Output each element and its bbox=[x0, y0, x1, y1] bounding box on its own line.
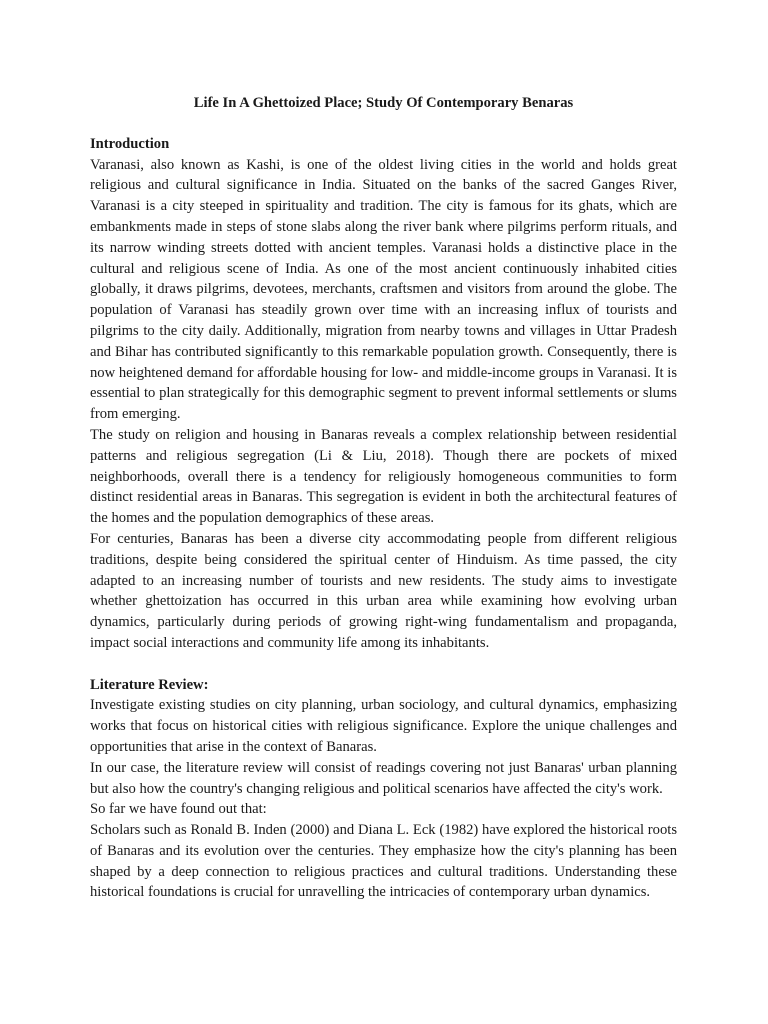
intro-paragraph-3: For centuries, Banaras has been a diverse city accommodating people from different religious traditions, despite being considered the spiritual center of Hinduism. As time passed, the city adapted to an increasing number of tourists and new residents. The study aims to investigate whether ghettoization has occurred in this urban area while examining how evolving urban dynamics, particularly during periods of growing right-wing fundamentalism and propaganda, impact social interactions and community life among its inhabitants. bbox=[90, 530, 677, 651]
lit-paragraph-1: Investigate existing studies on city planning, urban sociology, and cultural dynamics, emphasizing works that focus on historical cities with religious significance. Explore the unique challenges and opportunities that arise in the context of Banaras. bbox=[90, 697, 677, 755]
document-page bbox=[90, 93, 677, 903]
section-heading-literature-review: Literature Review: bbox=[90, 676, 209, 693]
intro-paragraph-2: The study on religion and housing in Banaras reveals a complex relationship between residential patterns and religious segregation (Li & Liu, 2018). Though there are pockets of mixed neighborhoods, overall there is a tendency for religiously homogeneous communities to form distinct residential areas in Banaras. This segregation is evident in both the architectural features of the homes and the population demographics of these areas. bbox=[90, 426, 677, 527]
lit-paragraph-2: In our case, the literature review will consist of readings covering not just Banaras' urban planning but also how the country's changing religious and political scenarios have affected the city's work. bbox=[90, 759, 677, 797]
lit-paragraph-3: So far we have found out that: bbox=[90, 801, 267, 818]
lit-paragraph-4: Scholars such as Ronald B. Inden (2000) and Diana L. Eck (1982) have explored the historical roots of Banaras and its evolution over the centuries. They emphasize how the city's planning has been shaped by a deep connection to religious practices and cultural traditions. Understanding these historical foundations is crucial for unravelling the intricacies of contemporary urban dynamics. bbox=[90, 822, 677, 901]
document-title: Life In A Ghettoized Place; Study Of Contemporary Benaras bbox=[193, 95, 574, 111]
section-spacer bbox=[90, 654, 677, 675]
intro-paragraph-1: Varanasi, also known as Kashi, is one of the oldest living cities in the world and holds great religious and cultural significance in India. Situated on the banks of the sacred Ganges River, Varanasi is a city steeped in spirituality and tradition. The city is famous for its ghats, which are embankments made in steps of stone slabs along the river bank where pilgrims perform rituals, and its narrow winding streets dotted with ancient temples. Varanasi holds a distinctive place in the cultural and religious scene of India. As one of the most ancient continuously inhabited cities globally, it draws pilgrims, devotees, merchants, craftsmen and visitors from around the globe. The population of Varanasi has steadily grown over time with an increasing influx of tourists and pilgrims to the city daily. Additionally, migration from nearby towns and villages in Uttar Pradesh and Bihar has contributed significantly to this remarkable population growth. Consequently, there is now heightened demand for affordable housing for low- and middle-income groups in Varanasi. It is essential to plan strategically for this demographic segment to prevent informal settlements or slums from emerging. bbox=[90, 156, 677, 423]
section-heading-introduction: Introduction bbox=[90, 135, 170, 152]
